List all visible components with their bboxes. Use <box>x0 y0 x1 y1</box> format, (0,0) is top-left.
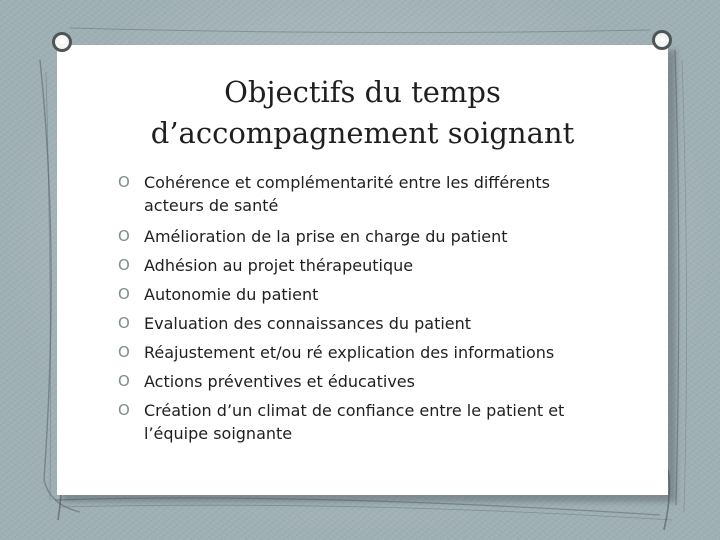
bullet-icon: O <box>118 173 130 191</box>
list-item <box>118 367 598 396</box>
bullet-icon: O <box>118 314 130 332</box>
list-item-text: Evaluation des connaissances du patient <box>144 314 472 333</box>
list-item-text: Adhésion au projet thérapeutique <box>144 256 414 275</box>
title-line-1: Objectifs du temps <box>224 75 501 109</box>
bullet-icon: O <box>118 227 130 245</box>
list-item <box>118 251 598 280</box>
list-item <box>118 309 598 338</box>
slide-title <box>57 72 668 154</box>
list-item <box>118 222 598 251</box>
bullet-icon: O <box>118 372 130 390</box>
pin-icon <box>52 32 72 52</box>
bullet-icon: O <box>118 343 130 361</box>
title-line-2: d’accompagnement soignant <box>150 116 575 150</box>
list-item-text: Actions préventives et éducatives <box>144 372 415 391</box>
list-item <box>118 338 598 367</box>
bullet-icon: O <box>118 285 130 303</box>
list-item-text: Création d’un climat de confiance entre le patient et l’équipe soignante <box>144 401 565 443</box>
list-item <box>118 171 598 217</box>
list-item-text: Réajustement et/ou ré explication des informations <box>144 343 555 362</box>
bullet-icon: O <box>118 401 130 419</box>
list-item <box>118 399 598 445</box>
pin-icon <box>652 30 672 50</box>
bullet-list <box>118 171 598 450</box>
list-item-text: Cohérence et complémentarité entre les différents acteurs de santé <box>144 173 550 215</box>
list-item <box>118 280 598 309</box>
list-item-text: Amélioration de la prise en charge du patient <box>144 227 508 246</box>
bullet-icon: O <box>118 256 130 274</box>
list-item-text: Autonomie du patient <box>144 285 319 304</box>
